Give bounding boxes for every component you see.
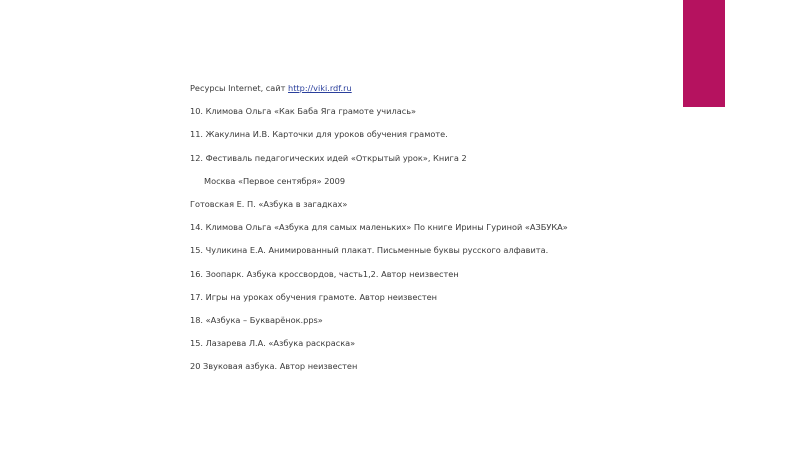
reference-item: 11. Жакулина И.В. Карточки для уроков обучения грамоте. — [190, 129, 448, 140]
reference-item: 10. Климова Ольга «Как Баба Яга грамоте училась» — [190, 106, 417, 117]
references-list — [190, 83, 750, 384]
reference-item: 14. Климова Ольга «Азбука для самых маленьких» По книге Ирины Гуриной «АЗБУКА» — [190, 222, 568, 233]
reference-item: 16. Зоопарк. Азбука кроссвордов, часть1,2. Автор неизвестен — [190, 268, 459, 279]
reference-item: 20 Звуковая азбука. Автор неизвестен — [190, 361, 358, 372]
reference-item: 15. Лазарева Л.А. «Азбука раскраска» — [190, 338, 356, 349]
reference-item: 15. Чуликина Е.А. Анимированный плакат. Письменные буквы русского алфавита. — [190, 245, 549, 256]
resource-link[interactable]: http://viki.rdf.ru — [288, 83, 352, 93]
resource-prefix: Ресурсы Internet, сайт — [190, 83, 289, 93]
reference-item: Готовская Е. П. «Азбука в загадках» — [190, 198, 348, 209]
reference-item: 12. Фестиваль педагогических идей «Открытый урок», Книга 2 — [190, 152, 467, 163]
reference-item: 17. Игры на уроках обучения грамоте. Автор неизвестен — [190, 291, 438, 302]
reference-item: 18. «Азбука – Букварёнок.pps» — [190, 314, 323, 325]
reference-item-continuation: Москва «Первое сентября» 2009 — [204, 175, 346, 186]
reference-resource — [190, 83, 750, 94]
